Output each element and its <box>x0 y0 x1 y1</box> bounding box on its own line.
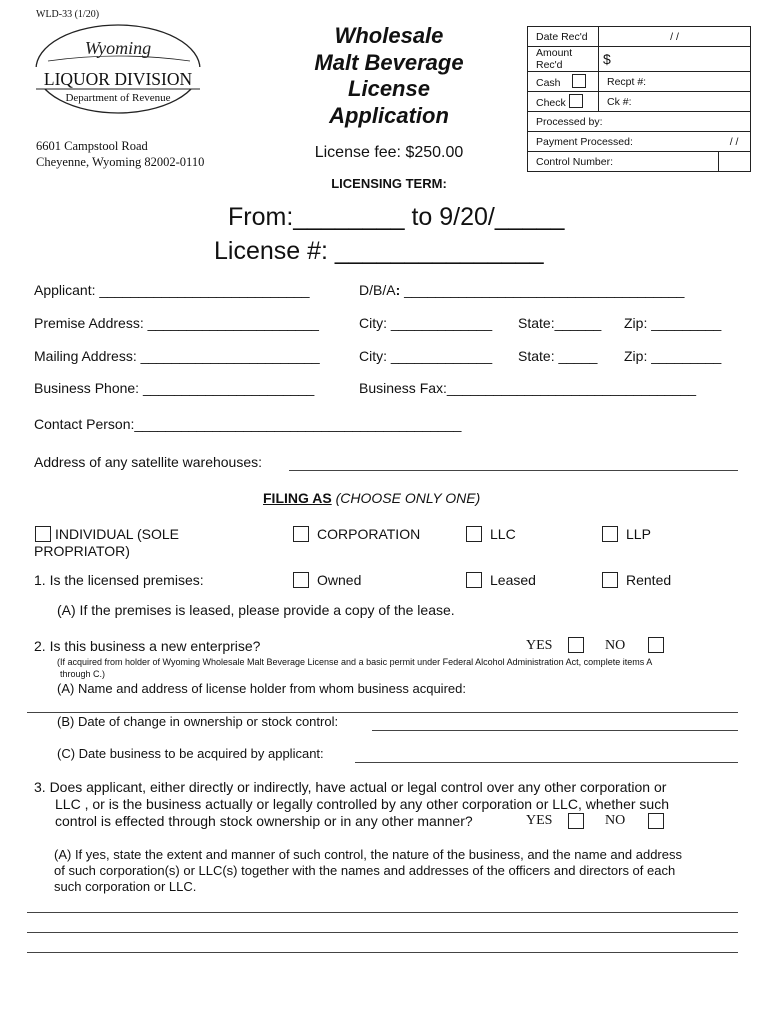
business-fax-field[interactable]: Business Fax:________________________________ <box>359 380 697 396</box>
q2-note-line-1: (If acquired from holder of Wyoming Wholesale Malt Beverage License and a basic permit under Federal Alcohol Administration Act, complete items A <box>57 657 653 667</box>
ck-field[interactable]: Ck #: <box>599 92 751 112</box>
payment-processed-label: Payment Processed: <box>528 132 719 152</box>
premise-state-field[interactable]: State:______ <box>518 315 602 331</box>
llp-checkbox[interactable] <box>602 526 618 542</box>
q3-a-line-3: such corporation or LLC. <box>54 879 197 894</box>
q2-b-text: (B) Date of change in ownership or stock control: <box>57 714 339 729</box>
license-fee: License fee: $250.00 <box>314 144 464 161</box>
premise-zip-field[interactable]: Zip: _________ <box>624 315 722 331</box>
q3-line-1: 3. Does applicant, either directly or indirectly, have actual or legal control over any other corporation or <box>34 779 667 795</box>
contact-person-field[interactable]: Contact Person:__________________________________________ <box>34 416 462 432</box>
q2-no-checkbox[interactable] <box>648 637 664 653</box>
form-id: WLD-33 (1/20) <box>36 9 100 20</box>
q2-no-label: NO <box>605 638 626 653</box>
individual-label-cont: PROPRIATOR) <box>34 543 130 559</box>
applicant-field[interactable]: Applicant: ___________________________ <box>34 282 310 298</box>
filing-as-heading <box>263 490 480 506</box>
processed-by-field[interactable]: Processed by: <box>528 112 751 132</box>
amount-recd-label: Amount Rec'd <box>528 47 599 72</box>
business-phone-field[interactable]: Business Phone: ______________________ <box>34 380 315 396</box>
llc-checkbox[interactable] <box>466 526 482 542</box>
corporation-checkbox[interactable] <box>293 526 309 542</box>
control-number-label: Control Number: <box>528 152 719 172</box>
q3-a-line-1: (A) If yes, state the extent and manner of such control, the nature of the business, and the name and address <box>54 847 682 862</box>
office-use-box <box>527 26 751 172</box>
q2-a-answer-line[interactable] <box>27 712 738 713</box>
title-line-3: License <box>348 76 430 101</box>
q3-yes-checkbox[interactable] <box>568 813 584 829</box>
logo-department-text: Department of Revenue <box>65 92 171 104</box>
agency-address <box>36 138 204 170</box>
llp-label: LLP <box>626 526 651 542</box>
liquor-division-logo <box>28 21 208 121</box>
payment-processed-field[interactable]: / / <box>718 132 750 152</box>
date-recd-label: Date Rec'd <box>528 27 599 47</box>
premise-address-field[interactable]: Premise Address: ______________________ <box>34 315 319 331</box>
license-number-line[interactable]: License #: _______________ <box>214 237 544 265</box>
q3-no-label: NO <box>605 813 626 828</box>
rented-checkbox[interactable] <box>602 572 618 588</box>
dba-field[interactable] <box>359 282 684 298</box>
address-line-2: Cheyenne, Wyoming 82002-0110 <box>36 155 205 169</box>
q2-c-answer-line[interactable] <box>355 762 738 763</box>
q1-a-text: (A) If the premises is leased, please provide a copy of the lease. <box>57 602 455 618</box>
q3-answer-line-3[interactable] <box>27 952 738 953</box>
check-cell[interactable] <box>528 92 599 112</box>
individual-checkbox[interactable] <box>35 526 51 542</box>
q3-line-3: control is effected through stock ownership or in any other manner? <box>55 813 473 829</box>
q2-a-text: (A) Name and address of license holder from whom business acquired: <box>57 681 466 696</box>
q3-a-line-2: of such corporation(s) or LLC(s) together with the names and addresses of the officers and directors of each <box>54 863 676 878</box>
dba-colon: : <box>395 282 401 298</box>
cash-checkbox[interactable] <box>572 74 586 88</box>
q3-yes-label: YES <box>526 813 553 828</box>
cash-label: Cash <box>536 77 561 89</box>
owned-checkbox[interactable] <box>293 572 309 588</box>
q2-yes-checkbox[interactable] <box>568 637 584 653</box>
licensing-term-label: LICENSING TERM: <box>331 176 447 191</box>
recpt-field[interactable]: Recpt #: <box>599 72 751 92</box>
rented-label: Rented <box>626 572 672 588</box>
title-line-1: Wholesale <box>334 23 444 48</box>
dba-label: D/B/A <box>359 282 396 298</box>
q3-no-checkbox[interactable] <box>648 813 664 829</box>
mailing-state-field[interactable]: State: _____ <box>518 348 598 364</box>
individual-label: INDIVIDUAL (SOLE <box>55 526 179 542</box>
q1-text: 1. Is the licensed premises: <box>34 572 204 588</box>
q2-c-text: (C) Date business to be acquired by applicant: <box>57 746 324 761</box>
leased-checkbox[interactable] <box>466 572 482 588</box>
mailing-address-field[interactable]: Mailing Address: _______________________ <box>34 348 320 364</box>
owned-label: Owned <box>317 572 362 588</box>
date-recd-field[interactable]: / / <box>599 27 751 47</box>
form-title <box>295 23 483 129</box>
check-checkbox[interactable] <box>569 94 583 108</box>
q3-answer-line-2[interactable] <box>27 932 738 933</box>
filing-as-title: FILING AS <box>263 490 332 506</box>
leased-label: Leased <box>490 572 536 588</box>
address-line-1: 6601 Campstool Road <box>36 139 148 153</box>
check-label: Check <box>536 97 566 109</box>
satellite-warehouses-line[interactable] <box>289 470 738 471</box>
satellite-warehouses-label: Address of any satellite warehouses: <box>34 454 263 470</box>
title-line-4: Application <box>329 102 449 128</box>
from-to-line[interactable]: From:________ to 9/20/_____ <box>228 203 565 231</box>
premise-city-field[interactable]: City: _____________ <box>359 315 493 331</box>
q2-text: 2. Is this business a new enterprise? <box>34 638 261 654</box>
q2-yes-label: YES <box>526 638 553 653</box>
control-number-field[interactable] <box>718 152 750 172</box>
corporation-label: CORPORATION <box>317 526 421 542</box>
mailing-zip-field[interactable]: Zip: _________ <box>624 348 722 364</box>
filing-as-note: (CHOOSE ONLY ONE) <box>335 490 481 506</box>
q3-answer-line-1[interactable] <box>27 912 738 913</box>
llc-label: LLC <box>490 526 516 542</box>
logo-script-text: Wyoming <box>84 38 152 58</box>
q2-b-answer-line[interactable] <box>372 730 738 731</box>
cash-cell[interactable] <box>528 72 599 92</box>
mailing-city-field[interactable]: City: _____________ <box>359 348 493 364</box>
dba-line: ____________________________________ <box>404 282 685 298</box>
amount-recd-field[interactable]: $ <box>599 47 751 72</box>
q2-note-line-2: through C.) <box>60 669 106 679</box>
title-line-2: Malt Beverage <box>314 49 464 75</box>
q3-line-2: LLC , or is the business actually or legally controlled by any other corporation or LLC, whether such <box>55 796 669 812</box>
logo-division-text: LIQUOR DIVISION <box>43 69 193 89</box>
